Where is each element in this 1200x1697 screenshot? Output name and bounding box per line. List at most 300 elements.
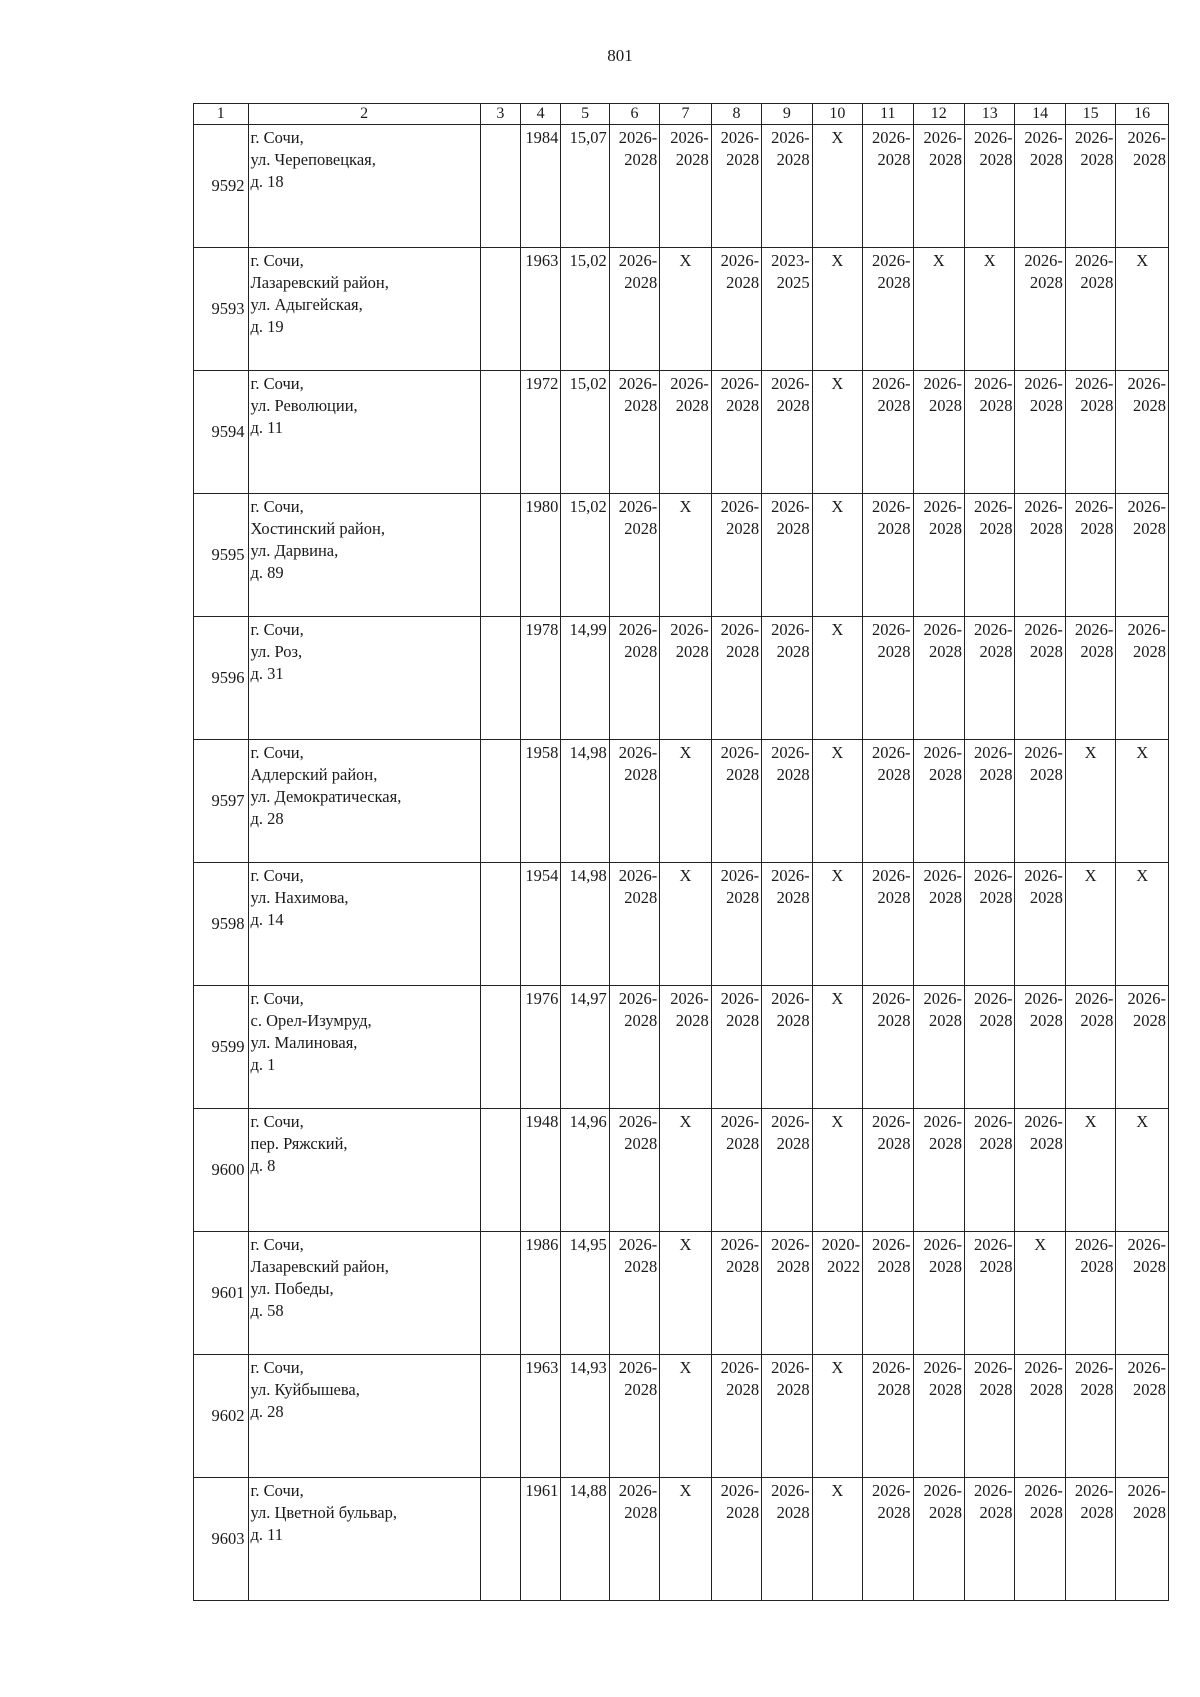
period-value: 2028 xyxy=(726,1134,760,1153)
period-value: X xyxy=(1084,866,1097,885)
period-value: X xyxy=(679,1235,692,1254)
period-value: 2028 xyxy=(776,1011,810,1030)
period-value: 2028 xyxy=(1080,273,1114,292)
period-cell xyxy=(711,494,761,617)
period-value: 2028 xyxy=(979,150,1013,169)
period-value: 2026- xyxy=(923,1112,962,1131)
period-value: 2028 xyxy=(1133,150,1166,169)
period-value: 2026- xyxy=(618,128,658,147)
column-3-cell xyxy=(480,1355,520,1478)
period-cell xyxy=(863,986,913,1109)
period-value: 2026- xyxy=(872,1481,911,1500)
value-cell: 15,02 xyxy=(561,248,609,371)
period-cell xyxy=(1116,494,1169,617)
period-value: 2028 xyxy=(877,1503,911,1522)
address-cell xyxy=(248,1109,480,1232)
period-value: 2028 xyxy=(929,150,962,169)
period-cell xyxy=(711,1232,761,1355)
column-header: 16 xyxy=(1116,104,1169,125)
address-cell xyxy=(248,617,480,740)
period-value: 2026- xyxy=(872,251,911,270)
period-value: 2026- xyxy=(1024,1358,1063,1377)
period-value: 2026- xyxy=(771,1112,810,1131)
period-value: 2026- xyxy=(1074,1481,1114,1500)
period-value: 2026- xyxy=(720,374,760,393)
period-value: 2028 xyxy=(1133,1257,1166,1276)
register-table xyxy=(193,103,1169,1601)
column-header: 3 xyxy=(480,104,520,125)
period-value: 2028 xyxy=(979,1257,1013,1276)
period-value: 2028 xyxy=(1029,642,1063,661)
period-value: X xyxy=(831,866,844,885)
period-value: X xyxy=(1136,743,1149,762)
period-value: 2028 xyxy=(929,765,962,784)
period-value: 2028 xyxy=(776,765,810,784)
period-value: 2028 xyxy=(726,1011,760,1030)
period-cell xyxy=(660,248,711,371)
period-cell xyxy=(812,1478,862,1601)
period-value: 2026- xyxy=(720,128,760,147)
address-line: ул. Революции, xyxy=(250,396,358,415)
column-header: 10 xyxy=(812,104,862,125)
period-value: 2028 xyxy=(726,519,760,538)
address-line: г. Сочи, xyxy=(250,743,304,762)
period-cell xyxy=(913,248,964,371)
period-value: 2028 xyxy=(877,273,911,292)
column-3-cell xyxy=(480,494,520,617)
period-cell xyxy=(609,1355,659,1478)
table-row xyxy=(194,1109,1169,1232)
column-header: 5 xyxy=(561,104,609,125)
period-cell xyxy=(812,740,862,863)
period-cell xyxy=(1116,1232,1169,1355)
period-value: 2026- xyxy=(670,620,709,639)
period-value: 2028 xyxy=(979,642,1013,661)
period-value: 2028 xyxy=(1029,1380,1063,1399)
period-cell xyxy=(913,863,964,986)
period-value: 2026- xyxy=(1024,128,1063,147)
period-value: 2026- xyxy=(872,1112,911,1131)
period-value: 2028 xyxy=(1080,1380,1114,1399)
address-cell xyxy=(248,740,480,863)
period-value: X xyxy=(1136,251,1149,270)
table-row xyxy=(194,617,1169,740)
table-row xyxy=(194,863,1169,986)
period-value: 2028 xyxy=(929,1257,962,1276)
period-cell xyxy=(1065,1478,1115,1601)
period-value: 2028 xyxy=(726,642,760,661)
period-value: 2028 xyxy=(1133,396,1166,415)
period-value: 2026- xyxy=(618,1235,658,1254)
address-line: Адлерский район, xyxy=(250,765,378,784)
address-cell xyxy=(248,1355,480,1478)
period-value: 2028 xyxy=(624,1134,658,1153)
period-cell xyxy=(913,1109,964,1232)
period-value: X xyxy=(1136,866,1149,885)
period-value: X xyxy=(1084,1112,1097,1131)
period-cell xyxy=(762,863,812,986)
address-line: д. 1 xyxy=(250,1055,276,1074)
address-cell xyxy=(248,371,480,494)
address-cell xyxy=(248,986,480,1109)
period-value: 2026- xyxy=(720,251,760,270)
address-line: г. Сочи, xyxy=(250,128,304,147)
address-line: г. Сочи, xyxy=(250,866,304,885)
period-cell xyxy=(711,863,761,986)
year-cell: 1963 xyxy=(521,248,561,371)
period-cell xyxy=(609,371,659,494)
period-value: 2028 xyxy=(877,1011,911,1030)
address-line: г. Сочи, xyxy=(250,1358,304,1377)
period-value: 2026- xyxy=(973,1235,1013,1254)
column-3-cell xyxy=(480,1109,520,1232)
period-value: 2026- xyxy=(1127,620,1166,639)
period-cell xyxy=(965,371,1015,494)
period-value: X xyxy=(831,1481,844,1500)
period-value: 2026- xyxy=(618,251,658,270)
period-value: 2028 xyxy=(726,1503,760,1522)
period-cell xyxy=(762,1478,812,1601)
period-cell xyxy=(913,125,964,248)
period-value: 2026- xyxy=(1074,374,1114,393)
period-cell xyxy=(1015,1478,1065,1601)
period-value: 2026- xyxy=(872,866,911,885)
period-value: 2026- xyxy=(618,989,658,1008)
period-value: 2028 xyxy=(1029,888,1063,907)
period-value: 2026- xyxy=(1024,620,1063,639)
period-value: 2026- xyxy=(618,620,658,639)
period-value: 2026- xyxy=(618,1112,658,1131)
period-cell xyxy=(812,248,862,371)
period-value: 2026- xyxy=(1127,374,1166,393)
address-line: д. 28 xyxy=(250,1402,284,1421)
period-cell xyxy=(711,1109,761,1232)
period-value: 2028 xyxy=(1029,1503,1063,1522)
address-line: д. 14 xyxy=(250,910,284,929)
period-cell xyxy=(1116,986,1169,1109)
period-value: X xyxy=(679,866,692,885)
period-cell xyxy=(812,863,862,986)
period-value: 2028 xyxy=(979,1380,1013,1399)
period-cell xyxy=(965,617,1015,740)
period-value: 2028 xyxy=(877,765,911,784)
period-value: 2026- xyxy=(618,1358,658,1377)
period-value: 2028 xyxy=(675,1011,709,1030)
address-line: г. Сочи, xyxy=(250,497,304,516)
period-value: 2026- xyxy=(1127,989,1166,1008)
address-cell xyxy=(248,1478,480,1601)
period-value: X xyxy=(679,251,692,270)
period-value: 2028 xyxy=(624,1380,658,1399)
address-line: ул. Куйбышева, xyxy=(250,1380,360,1399)
period-value: 2028 xyxy=(726,1257,760,1276)
period-cell xyxy=(1116,863,1169,986)
period-value: 2028 xyxy=(1133,1503,1166,1522)
address-line: д. 19 xyxy=(250,317,284,336)
period-value: X xyxy=(831,497,844,516)
period-value: 2026- xyxy=(618,374,658,393)
period-cell xyxy=(913,740,964,863)
period-cell xyxy=(1015,1109,1065,1232)
period-value: 2028 xyxy=(726,1380,760,1399)
period-value: 2028 xyxy=(929,1134,962,1153)
period-value: 2020- xyxy=(821,1235,861,1254)
period-value: 2023- xyxy=(771,251,810,270)
period-cell xyxy=(965,1232,1015,1355)
period-value: X xyxy=(679,497,692,516)
address-line: г. Сочи, xyxy=(250,251,304,270)
period-value: 2026- xyxy=(618,743,658,762)
period-cell xyxy=(711,740,761,863)
period-value: 2028 xyxy=(877,519,911,538)
column-header: 11 xyxy=(863,104,913,125)
value-cell: 14,97 xyxy=(561,986,609,1109)
column-3-cell xyxy=(480,1232,520,1355)
period-cell xyxy=(660,494,711,617)
value-cell: 14,98 xyxy=(561,863,609,986)
column-header: 9 xyxy=(762,104,812,125)
row-number: 9600 xyxy=(194,1109,249,1232)
period-value: 2026- xyxy=(771,989,810,1008)
period-cell xyxy=(762,1232,812,1355)
period-value: 2028 xyxy=(1080,642,1114,661)
period-cell xyxy=(660,740,711,863)
period-cell xyxy=(762,1109,812,1232)
period-cell xyxy=(812,494,862,617)
column-header: 13 xyxy=(965,104,1015,125)
table-row xyxy=(194,1355,1169,1478)
row-number: 9593 xyxy=(194,248,249,371)
period-value: 2026- xyxy=(872,497,911,516)
period-value: 2026- xyxy=(720,743,760,762)
address-line: с. Орел-Изумруд, xyxy=(250,1011,372,1030)
period-value: 2028 xyxy=(776,1503,810,1522)
period-value: 2026- xyxy=(771,866,810,885)
period-value: X xyxy=(679,1112,692,1131)
period-value: 2028 xyxy=(675,642,709,661)
row-number: 9592 xyxy=(194,125,249,248)
address-cell xyxy=(248,248,480,371)
period-value: 2026- xyxy=(720,866,760,885)
period-value: 2028 xyxy=(1080,1011,1114,1030)
period-value: 2028 xyxy=(624,642,658,661)
period-value: 2026- xyxy=(923,1358,962,1377)
period-value: 2026- xyxy=(973,620,1013,639)
period-value: 2026- xyxy=(1127,497,1166,516)
period-value: 2026- xyxy=(923,1481,962,1500)
period-value: 2028 xyxy=(624,888,658,907)
period-cell xyxy=(913,1355,964,1478)
address-line: д. 28 xyxy=(250,809,284,828)
period-value: 2028 xyxy=(624,1503,658,1522)
period-cell xyxy=(609,248,659,371)
period-cell xyxy=(863,248,913,371)
period-cell xyxy=(1116,740,1169,863)
address-line: ул. Победы, xyxy=(250,1279,334,1298)
column-3-cell xyxy=(480,125,520,248)
period-value: 2028 xyxy=(776,1134,810,1153)
period-cell xyxy=(762,494,812,617)
period-cell xyxy=(1015,740,1065,863)
period-cell xyxy=(913,494,964,617)
period-cell xyxy=(965,125,1015,248)
period-cell xyxy=(1015,248,1065,371)
period-value: 2028 xyxy=(1133,642,1166,661)
period-value: 2026- xyxy=(872,374,911,393)
period-value: 2028 xyxy=(624,1257,658,1276)
period-cell xyxy=(609,1232,659,1355)
period-value: 2028 xyxy=(1029,765,1063,784)
period-value: 2028 xyxy=(776,396,810,415)
period-cell xyxy=(762,617,812,740)
table-row xyxy=(194,125,1169,248)
value-cell: 14,98 xyxy=(561,740,609,863)
period-value: X xyxy=(831,251,844,270)
year-cell: 1976 xyxy=(521,986,561,1109)
period-cell xyxy=(1015,863,1065,986)
period-value: 2026- xyxy=(1074,251,1114,270)
period-value: 2026- xyxy=(670,128,709,147)
period-value: 2028 xyxy=(726,888,760,907)
period-cell xyxy=(1116,1109,1169,1232)
period-cell xyxy=(711,125,761,248)
column-3-cell xyxy=(480,617,520,740)
period-value: 2026- xyxy=(618,866,658,885)
period-cell xyxy=(1065,1355,1115,1478)
period-value: 2026- xyxy=(923,497,962,516)
row-number: 9597 xyxy=(194,740,249,863)
address-line: д. 11 xyxy=(250,418,284,437)
period-cell xyxy=(1015,1355,1065,1478)
period-cell xyxy=(1015,125,1065,248)
period-value: X xyxy=(679,743,692,762)
period-value: 2026- xyxy=(720,1481,760,1500)
address-line: г. Сочи, xyxy=(250,620,304,639)
period-value: 2028 xyxy=(675,396,709,415)
period-value: 2026- xyxy=(720,989,760,1008)
period-value: 2028 xyxy=(877,396,911,415)
period-value: 2028 xyxy=(877,642,911,661)
address-line: д. 11 xyxy=(250,1525,284,1544)
address-cell xyxy=(248,125,480,248)
address-line: Хостинский район, xyxy=(250,519,385,538)
period-cell xyxy=(1116,1355,1169,1478)
period-cell xyxy=(1065,740,1115,863)
row-number: 9598 xyxy=(194,863,249,986)
period-value: 2026- xyxy=(973,743,1013,762)
period-value: 2028 xyxy=(624,150,658,169)
period-value: 2026- xyxy=(973,1358,1013,1377)
column-header: 8 xyxy=(711,104,761,125)
period-value: 2026- xyxy=(973,1112,1013,1131)
period-value: 2026- xyxy=(720,497,760,516)
period-value: 2026- xyxy=(720,1112,760,1131)
year-cell: 1978 xyxy=(521,617,561,740)
period-cell xyxy=(1065,494,1115,617)
period-cell xyxy=(965,986,1015,1109)
period-value: 2026- xyxy=(771,1235,810,1254)
period-cell xyxy=(1065,371,1115,494)
period-value: 2028 xyxy=(1080,1503,1114,1522)
period-cell xyxy=(863,1109,913,1232)
period-value: 2028 xyxy=(624,273,658,292)
address-line: ул. Дарвина, xyxy=(250,541,339,560)
period-cell xyxy=(1015,371,1065,494)
period-cell xyxy=(609,986,659,1109)
period-value: X xyxy=(831,989,844,1008)
table-row xyxy=(194,371,1169,494)
period-cell xyxy=(965,1355,1015,1478)
period-value: 2028 xyxy=(776,150,810,169)
period-value: 2028 xyxy=(1133,1380,1166,1399)
period-value: 2026- xyxy=(1074,989,1114,1008)
period-value: 2026- xyxy=(771,128,810,147)
period-cell xyxy=(1065,986,1115,1109)
period-cell xyxy=(660,617,711,740)
year-cell: 1954 xyxy=(521,863,561,986)
value-cell: 14,93 xyxy=(561,1355,609,1478)
table-row xyxy=(194,1232,1169,1355)
period-cell xyxy=(711,617,761,740)
column-header: 12 xyxy=(913,104,964,125)
year-cell: 1980 xyxy=(521,494,561,617)
period-value: 2028 xyxy=(929,888,962,907)
period-cell xyxy=(1065,1232,1115,1355)
period-cell xyxy=(863,1355,913,1478)
period-value: 2026- xyxy=(1074,1358,1114,1377)
period-cell xyxy=(660,1232,711,1355)
period-value: 2026- xyxy=(1024,743,1063,762)
column-3-cell xyxy=(480,863,520,986)
period-value: 2025 xyxy=(776,273,810,292)
period-value: 2026- xyxy=(872,989,911,1008)
year-cell: 1986 xyxy=(521,1232,561,1355)
column-3-cell xyxy=(480,1478,520,1601)
period-value: 2026- xyxy=(923,743,962,762)
period-value: 2026- xyxy=(1127,1235,1166,1254)
period-cell xyxy=(965,1109,1015,1232)
year-cell: 1961 xyxy=(521,1478,561,1601)
period-cell xyxy=(965,248,1015,371)
period-value: 2028 xyxy=(929,1011,962,1030)
period-value: 2028 xyxy=(1080,519,1114,538)
address-line: г. Сочи, xyxy=(250,374,304,393)
period-value: 2028 xyxy=(776,1380,810,1399)
period-value: 2026- xyxy=(872,128,911,147)
period-value: 2028 xyxy=(675,150,709,169)
period-value: 2026- xyxy=(1127,128,1166,147)
period-cell xyxy=(1015,494,1065,617)
period-cell xyxy=(1116,371,1169,494)
table-row xyxy=(194,986,1169,1109)
period-value: 2028 xyxy=(979,1503,1013,1522)
period-value: X xyxy=(679,1481,692,1500)
period-value: X xyxy=(1136,1112,1149,1131)
period-value: 2026- xyxy=(720,620,760,639)
period-cell xyxy=(609,494,659,617)
period-cell xyxy=(812,371,862,494)
period-value: X xyxy=(831,1358,844,1377)
period-value: 2028 xyxy=(979,1011,1013,1030)
period-value: 2026- xyxy=(872,620,911,639)
period-value: 2026- xyxy=(720,1358,760,1377)
address-line: д. 18 xyxy=(250,172,284,191)
address-line: д. 58 xyxy=(250,1301,284,1320)
period-value: 2028 xyxy=(1133,519,1166,538)
period-value: 2026- xyxy=(1024,866,1063,885)
period-value: 2028 xyxy=(979,396,1013,415)
period-value: 2028 xyxy=(1133,1011,1166,1030)
